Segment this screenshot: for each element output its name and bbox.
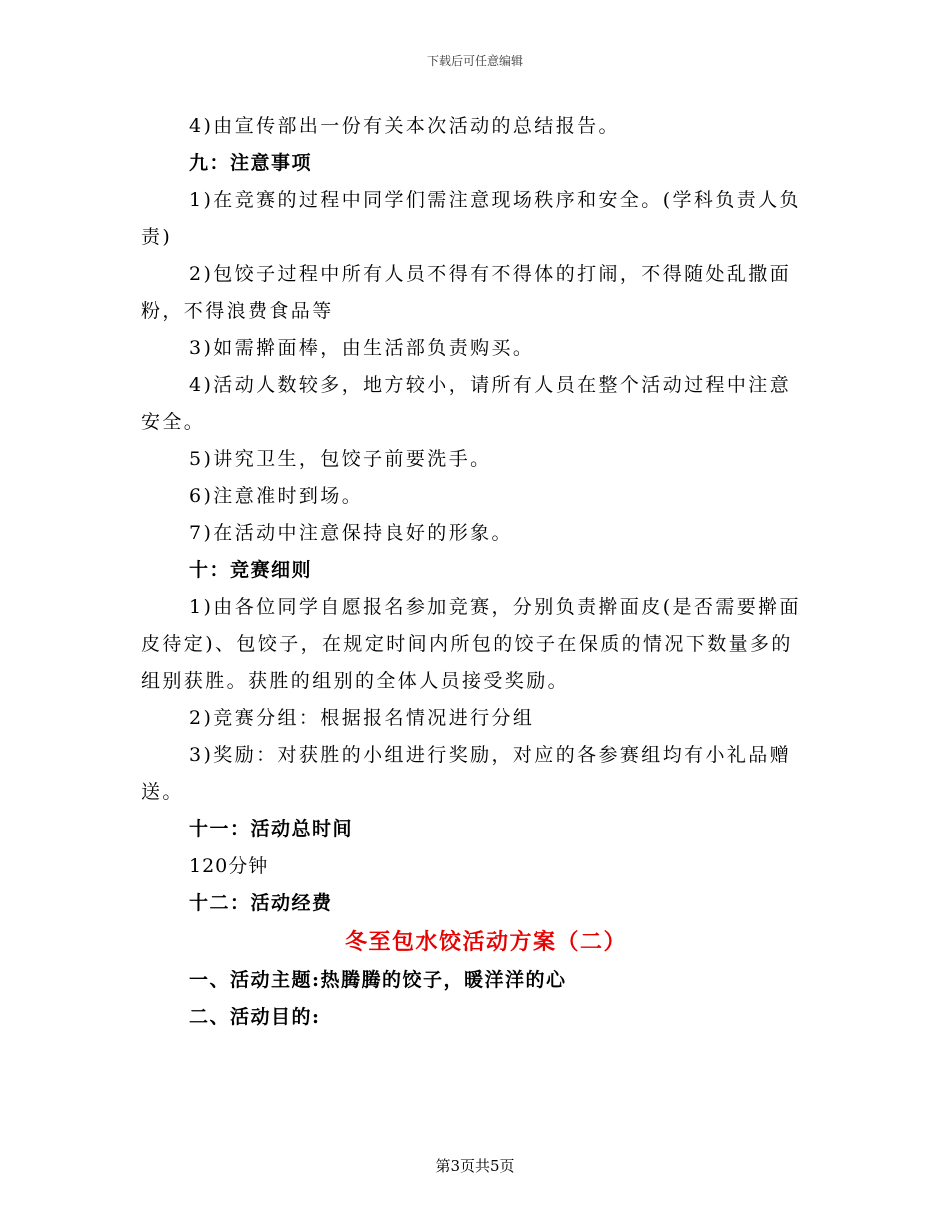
note-item-7: 7)在活动中注意保持良好的形象。 [189,522,513,544]
note-item-5: 5)讲究卫生，包饺子前要洗手。 [189,448,492,470]
note-item-3: 3)如需擀面棒，由生活部负责购买。 [189,337,535,359]
subsection-purpose: 二、活动目的: [189,1006,321,1028]
section-heading-9: 九：注意事项 [189,152,313,174]
document-body [141,108,811,1036]
subsection-theme: 一、活动主题:热腾腾的饺子，暖洋洋的心 [189,969,567,991]
section-heading-10: 十：竞赛细则 [189,559,313,581]
rule-item-2: 2)竞赛分组：根据报名情况进行分组 [189,707,535,729]
rule-item-3: 3)奖励：对获胜的小组进行奖励，对应的各参赛组均有小礼品赠送。 [141,744,792,803]
note-item-2: 2)包饺子过程中所有人员不得有不得体的打闹，不得随处乱撒面粉，不得浪费食品等 [141,263,792,322]
page-footer: 第3页共5页 [435,1157,515,1175]
plan-title: 冬至包水饺活动方案（二） [344,929,627,955]
note-item-4: 4)活动人数较多，地方较小，请所有人员在整个活动过程中注意安全。 [141,374,792,433]
page-header: 下载后可任意编辑 [426,54,523,68]
note-item-6: 6)注意准时到场。 [189,485,364,507]
note-item-1: 1)在竞赛的过程中同学们需注意现场秩序和安全。(学科负责人负责) [141,189,801,248]
activity-duration: 120分钟 [189,855,269,877]
rule-item-1: 1)由各位同学自愿报名参加竞赛，分别负责擀面皮(是否需要擀面皮待定)、包饺子，在规定时间内所包的饺子在保质的情况下数量多的组别获胜。获胜的组别的全体人员接受奖励。 [141,596,801,692]
section-heading-12: 十二：活动经费 [189,892,333,914]
section-heading-11: 十一：活动总时间 [189,818,354,840]
paragraph-summary-report: 4)由宣传部出一份有关本次活动的总结报告。 [189,115,620,137]
